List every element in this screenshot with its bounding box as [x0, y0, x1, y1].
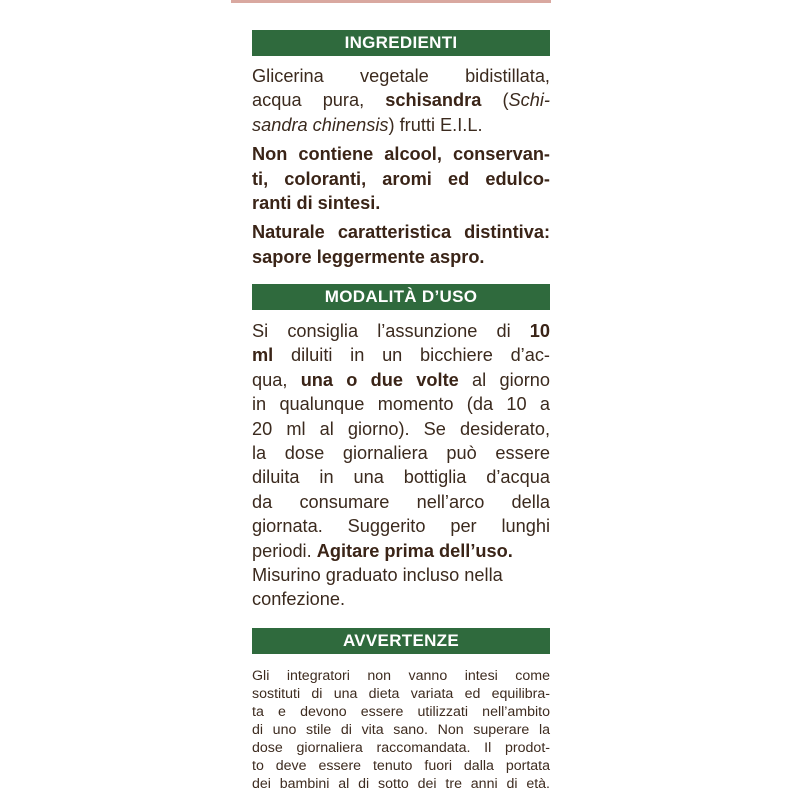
top-border-line — [231, 0, 551, 3]
ingredienti-section — [252, 64, 550, 269]
modalita-line: la dose giornaliera può essere — [252, 443, 550, 464]
ingredienti-line: sandra chinensis) frutti E.I.L. — [252, 114, 483, 135]
ingredienti-note-line: Non contiene alcool, conservan- — [252, 144, 550, 165]
ingredienti-taste-line: Naturale caratteristica distintiva: — [252, 222, 550, 243]
modalita-line: periodi. Agitare prima dell’uso. — [252, 540, 513, 561]
modalita-line: ml diluiti in un bicchiere d’ac- — [252, 345, 550, 366]
avvertenze-line: Gli integratori non vanno intesi come — [252, 668, 550, 684]
modalita-line: confezione. — [252, 589, 346, 610]
modalita-line: giornata. Suggerito per lunghi — [252, 516, 550, 537]
ingredienti-taste — [252, 220, 550, 269]
avvertenze-line: dei bambini al di sotto dei tre anni di età. — [252, 776, 550, 792]
modalita-line: qua, una o due volte al giorno — [252, 369, 551, 390]
avvertenze-line: di uno stile di vita sano. Non superare la — [252, 722, 550, 738]
avvertenze-line: sostituti di una dieta variata ed equilibra- — [252, 686, 550, 702]
modalita-section — [252, 319, 550, 612]
modalita-line: diluita in una bottiglia d’acqua — [252, 467, 550, 488]
ingredienti-line: Glicerina vegetale bidistillata, — [252, 66, 550, 86]
modalita-header-label: MODALITÀ D’USO — [324, 287, 478, 306]
modalita-header — [252, 284, 550, 310]
modalita-line: da consumare nell’arco della — [252, 491, 550, 512]
avvertenze-section — [252, 667, 550, 793]
ingredienti-notes — [252, 142, 550, 215]
avvertenze-line: ta e devono essere utilizzati nell’ambito — [252, 704, 550, 720]
ingredienti-header-label: INGREDIENTI — [344, 33, 458, 52]
avvertenze-header-label: AVVERTENZE — [342, 631, 460, 650]
ingredienti-line: acqua pura, schisandra (Schi- — [252, 90, 550, 111]
avvertenze-line: dose giornaliera raccomandata. Il prodot- — [252, 740, 550, 756]
modalita-line: Si consiglia l’assunzione di 10 — [252, 321, 550, 341]
modalita-line: Misurino graduato incluso nella — [252, 565, 503, 586]
ingredienti-note-line: ranti di sintesi. — [252, 193, 381, 214]
modalita-line: 20 ml al giorno). Se desiderato, — [252, 418, 550, 439]
modalita-line: in qualunque momento (da 10 a — [252, 394, 550, 415]
ingredienti-header — [252, 30, 550, 56]
avvertenze-header — [252, 628, 550, 654]
avvertenze-line: to deve essere tenuto fuori dalla portata — [252, 758, 550, 774]
ingredienti-note-line: ti, coloranti, aromi ed edulco- — [252, 168, 550, 189]
ingredienti-taste-line: sapore leggermente aspro. — [252, 246, 485, 267]
